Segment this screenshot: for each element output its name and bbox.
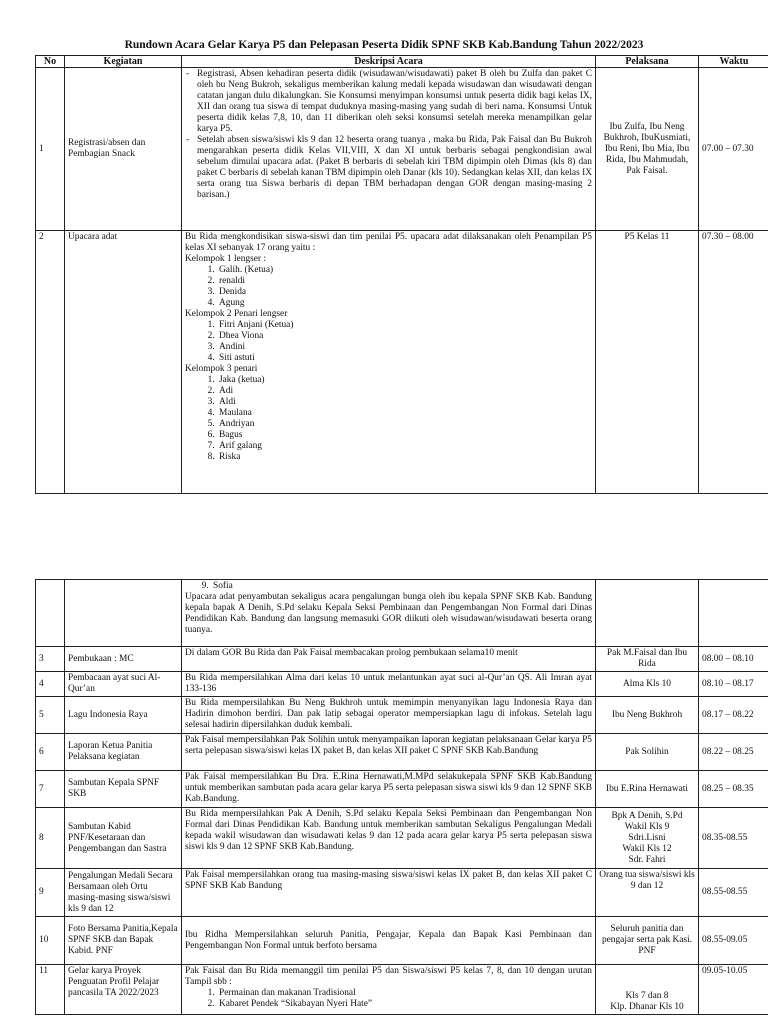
row-kegiatan: Gelar karya Proyek Penguatan Profil Pelajar pancasila TA 2022/2023 xyxy=(65,965,182,1015)
row-deskripsi xyxy=(182,965,596,1015)
row-pelaksana: Ibu Neng Bukhroh xyxy=(596,697,699,734)
pelaksana-line: Kls 7 dan 8 xyxy=(625,991,669,1001)
desc-intro: Bu Rida mengkondisikan siswa-siswi dan tim penilai P5. upacara adat dilaksanakan oleh Penampilan P5 kelas XI sebanyak 17 orang yaitu : xyxy=(185,232,592,253)
table-row xyxy=(36,808,768,869)
row-no: 3 xyxy=(36,647,65,672)
table-row xyxy=(36,734,768,771)
row-waktu: 08.25 – 08.35 xyxy=(699,771,768,808)
row-no: 6 xyxy=(36,734,65,771)
list-item: 1. Fitri Anjani (Ketua) xyxy=(217,320,592,331)
table-row xyxy=(36,771,768,808)
pelaksana-line: Sdri.Lisni xyxy=(628,832,666,843)
row-deskripsi: Pak Faisal mempersilahkan Pak Solihin untuk menyampaikan laporan kegiatan pelaksanaan Gelar karya P5 serta pelepasan siswa/siswi kelas IX paket B, dan kelas XII paket C SPNF SKB Kab.Bandung xyxy=(182,734,596,771)
row-no: 1 xyxy=(36,68,65,231)
row-deskripsi: Di dalam GOR Bu Rida dan Pak Faisal membacakan prolog pembukaan selama10 menit xyxy=(182,647,596,672)
row-kegiatan: Pembukaan : MC xyxy=(65,647,182,672)
header-waktu: Waktu xyxy=(699,56,768,68)
list-item: 5. Andriyan xyxy=(217,419,592,430)
row-deskripsi xyxy=(182,231,596,494)
list-item: 1. Permainan dan makanan Tradisional xyxy=(217,988,592,999)
list-item: 7. Arif galang xyxy=(217,441,592,452)
rundown-table-page1 xyxy=(35,55,768,494)
row-pelaksana xyxy=(596,965,699,1015)
row-deskripsi: Ibu Ridha Mempersilahkan seluruh Panitia, Pengajar, Kepala dan Bapak Kasi Pembinaan dan Pengembangan Non Formal untuk berfoto bersama xyxy=(182,917,596,965)
table-row xyxy=(36,231,768,494)
row-waktu: 08.22 – 08.25 xyxy=(699,734,768,771)
table-header-row xyxy=(36,56,768,68)
list-item: 2. renaldi xyxy=(217,276,592,287)
row-no: 7 xyxy=(36,771,65,808)
row-waktu: 08.00 – 08.10 xyxy=(699,647,768,672)
pelaksana-line: Sdr. Fahri xyxy=(628,854,666,865)
list-item: 4. Agung xyxy=(217,298,592,309)
pelaksana-line: Wakil Kls 12 xyxy=(622,843,672,854)
row-kegiatan: Laporan Ketua Panitia Pelaksana kegiatan xyxy=(65,734,182,771)
list-item: 2. Dhea Viona xyxy=(217,331,592,342)
row-deskripsi xyxy=(182,68,596,231)
row-no: 9 xyxy=(36,869,65,917)
group-list xyxy=(185,581,592,592)
pelaksana-line: Wakil Kls 9 xyxy=(624,821,670,832)
list-item: 9. Sofia xyxy=(211,581,592,592)
group-title: Kelompok 2 Penari lengser xyxy=(185,309,288,319)
table-row xyxy=(36,68,768,231)
row-deskripsi: Bu Rida mempersilahkan Alma dari kelas 10 untuk melantunkan ayat suci al-Qur’an QS. Ali Imran ayat 133-136 xyxy=(182,672,596,697)
row-pelaksana: Pak M.Faisal dan Ibu Rida xyxy=(596,647,699,672)
list-item: 3. Aldi xyxy=(217,397,592,408)
row-deskripsi: Bu Rida mempersilahkan Bu Neng Bukhroh untuk memimpin menyanyikan lagu Indonesia Raya dan Hadirin dimohon berdiri. Dan pak latip sebagai operator mempersiapkan lagu di infokus. Setelah lagu selesai hadirin dipersilahkan duduk kembali. xyxy=(182,697,596,734)
row-kegiatan: Registrasi/absen dan Pembagian Snack xyxy=(65,68,182,231)
rundown-table-page2 xyxy=(35,579,768,1015)
row-waktu: 08.17 – 08.22 xyxy=(699,697,768,734)
row-kegiatan: Foto Bersama Panitia,Kepala SPNF SKB dan Bapak Kabid. PNF xyxy=(65,917,182,965)
row-waktu: 09.05-10.05 xyxy=(699,965,768,1015)
group-list xyxy=(185,988,592,1010)
row-pelaksana: Alma Kls 10 xyxy=(596,672,699,697)
table-row xyxy=(36,672,768,697)
row-kegiatan: Sambutan Kepala SPNF SKB xyxy=(65,771,182,808)
list-item: 1. Jaka (ketua) xyxy=(217,375,592,386)
list-item: 3. Andini xyxy=(217,342,592,353)
row-pelaksana: Pak Solihin xyxy=(596,734,699,771)
row-no: 2 xyxy=(36,231,65,494)
list-item: 2. Adi xyxy=(217,386,592,397)
row-pelaksana xyxy=(596,808,699,869)
list-item: 4. Maulana xyxy=(217,408,592,419)
row-waktu xyxy=(699,580,768,647)
group-title: Kelompok 1 lengser : xyxy=(185,254,266,264)
group-title: Kelompok 3 penari xyxy=(185,364,258,374)
row-pelaksana: Seluruh panitia dan pengajar serta pak Kasi. PNF xyxy=(596,917,699,965)
row-kegiatan: Upacara adat xyxy=(65,231,182,494)
pelaksana-line: Bpk A Denih, S.Pd xyxy=(611,810,683,821)
row-waktu: 08.10 – 08.17 xyxy=(699,672,768,697)
row-pelaksana: Ibu Zulfa, Ibu Neng Bukhroh, IbuKusmiati, Ibu Reni, Ibu Mia, Ibu Rida, Ibu Mahmudah, Pak Faisal. xyxy=(596,68,699,231)
desc-intro: Pak Faisal dan Bu Rida memanggil tim penilai P5 dan Siswa/siswi P5 kelas 7, 8, dan 10 dengan urutan Tampil sbb : xyxy=(185,966,592,987)
row-pelaksana xyxy=(596,580,699,647)
row-no: 4 xyxy=(36,672,65,697)
row-waktu: 08.35-08.55 xyxy=(699,808,768,869)
table-row xyxy=(36,580,768,647)
pelaksana-line: Klp. Dhanar Kls 10 xyxy=(610,1002,684,1012)
header-deskripsi: Deskripsi Acara xyxy=(182,56,596,68)
row-pelaksana: Orang tua siswa/siswi kls 9 dan 12 xyxy=(596,869,699,917)
row-kegiatan: Pembacaan ayat suci Al-Qur’an xyxy=(65,672,182,697)
table-row xyxy=(36,869,768,917)
row-no: 8 xyxy=(36,808,65,869)
header-pelaksana: Pelaksana xyxy=(596,56,699,68)
row-pelaksana: Ibu E.Rina Hernawati xyxy=(596,771,699,808)
list-item: 8. Riska xyxy=(217,452,592,463)
row-deskripsi: Pak Faisal mempersilahkan orang tua masing-masing siswa/siswi kelas IX paket B, dan kelas XII paket C SPNF SKB Kab Bandung xyxy=(182,869,596,917)
list-item: 1. Galih. (Ketua) xyxy=(217,265,592,276)
group-list xyxy=(185,375,592,463)
row-no: 10 xyxy=(36,917,65,965)
row-kegiatan: Pengalungan Medali Secara Bersamaan oleh Ortu masing-masing siswa/siswi kls 9 dan 12 xyxy=(65,869,182,917)
table-row xyxy=(36,697,768,734)
row-kegiatan: Lagu Indonesia Raya xyxy=(65,697,182,734)
row-kegiatan: Sambutan Kabid PNF/Kesetaraan dan Pengembangan dan Sastra xyxy=(65,808,182,869)
row-waktu: 08.55-08.55 xyxy=(699,869,768,917)
document-title: Rundown Acara Gelar Karya P5 dan Pelepasan Peserta Didik SPNF SKB Kab.Bandung Tahun 2022/2023 xyxy=(124,39,644,51)
list-item: 6. Bagus xyxy=(217,430,592,441)
desc-bullet: - Setelah absen siswa/siswi kls 9 dan 12 beserta orang tuanya , maka bu Rida, Pak Faisal dan Bu Bukroh mengarahkan peserta didik Kelas VII,VIII, X dan XI untuk berbaris sebagai pengkondisian awal sebelum dimulai upacara adat. (Paket B berbaris di sebelah kiri TBM dipimpin oleh Dimas (kls 8) dan paket C berbaris di sebelah kanan TBM dipimpin oleh Danar (kls 10). Sedangkan kelas XII, dan kelas IX serta orang tua Siswa berbaris di depan TBM berhadapan dengan GOR dengan masing-masing 2 barisan.) xyxy=(197,135,592,201)
row-deskripsi: Pak Faisal mempersilahkan Bu Dra. E.Rina Hernawati,M.MPd selakukepala SPNF SKB Kab.Bandung untuk memberikan sambutan pada acara gelar karya P5 serta pelepasan siswa siswi kls 9 dan 12 SPNF SKB Kab.Bandung. xyxy=(182,771,596,808)
group-list xyxy=(185,320,592,364)
list-item: 4. Siti astuti xyxy=(217,353,592,364)
row-waktu: 08.55-09.05 xyxy=(699,917,768,965)
table-row xyxy=(36,917,768,965)
row-pelaksana: P5 Kelas 11 xyxy=(596,231,699,494)
row-waktu: 07.00 – 07.30 xyxy=(699,68,768,231)
row-deskripsi: Bu Rida mempersilahkan Pak A Denih, S.Pd selaku Kepala Seksi Pembinaan dan Pengembangan Non Formal dari Dinas Pendidikan Kab. Bandung untuk memberikan sambutan Sekaligus Pengalungan Medali kepada wakil wisudawan dan wisudawati kelas 9 dan 12 pada acara gelar karya P5 serta pelepasan siswa siswi kls 9 dan 12 SPNF SKB Kab.Bandung. xyxy=(182,808,596,869)
group-list xyxy=(185,265,592,309)
row-no xyxy=(36,580,65,647)
header-kegiatan: Kegiatan xyxy=(65,56,182,68)
row-waktu: 07.30 – 08.00 xyxy=(699,231,768,494)
table-row xyxy=(36,647,768,672)
row-kegiatan xyxy=(65,580,182,647)
row-deskripsi xyxy=(182,580,596,647)
desc-bullet: - Registrasi, Absen kehadiran peserta didik (wisudawan/wisudawati) paket B oleh bu Zulfa dan paket C oleh bu Neng Bukroh, sekaligus memberikan kalung medali kepada wisudawan dan wisudawati dengan catatan jangan dulu dikalungkan. Sie Konsumsi menyimpan konsumsi untuk peserta didik bagi kelas IX, XII dan orang tua siswa di tempat duduknya masing-masing yang sudah di beri nama. Konsumsi Untuk peserta didik kelas 7,8, 10, dan 11 diberikan oleh seksi konsumsi setelah mereka menampilkan gelar karya P5. xyxy=(197,69,592,135)
desc-text: Upacara adat penyambutan sekaligus acara pengalungan bunga oleh ibu kepala SPNF SKB Kab. Bandung kepala bapak A Denih, S.Pd selaku Kepala Seksi Pembinaan dan Pengembangan Non Formal dari Dinas Pendidikan Kab. Bandung dan langsung memasuki GOR diikuti oleh wisudawan/wisudawati beserta orang tuanya. xyxy=(185,592,592,635)
row-no: 5 xyxy=(36,697,65,734)
header-no: No xyxy=(36,56,65,68)
list-item: 3. Denida xyxy=(217,287,592,298)
row-no: 11 xyxy=(36,965,65,1015)
table-row xyxy=(36,965,768,1015)
list-item: 2. Kabaret Pendek “Sikabayan Nyeri Hate” xyxy=(217,999,592,1010)
